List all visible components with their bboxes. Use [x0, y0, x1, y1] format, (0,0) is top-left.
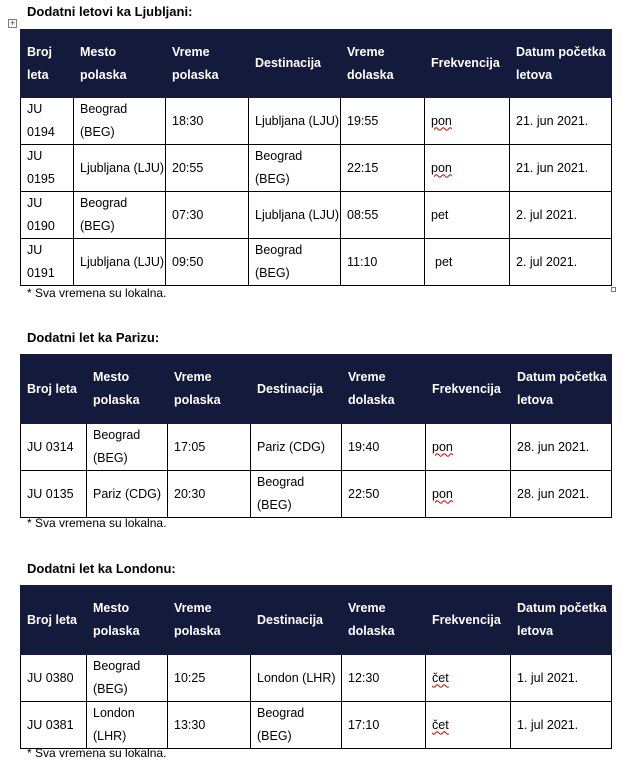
cell-arrival-time[interactable]: 08:55	[341, 192, 425, 239]
cell-start-date[interactable]: 2. jul 2021.	[510, 192, 612, 239]
cell-destination[interactable]: Beograd (BEG)	[249, 239, 341, 286]
section-title: Dodatni let ka Parizu:	[27, 330, 160, 345]
cell-arrival-time[interactable]: 17:10	[342, 702, 426, 749]
col-header-departure-time: Vreme polaska	[168, 355, 251, 424]
cell-departure-city[interactable]: Beograd (BEG)	[87, 424, 168, 471]
cell-start-date[interactable]: 21. jun 2021.	[510, 98, 612, 145]
cell-start-date[interactable]: 28. jun 2021.	[511, 424, 612, 471]
frequency-text: pon	[432, 439, 453, 454]
col-header-start-date: Datum početka letova	[511, 355, 612, 424]
col-header-departure-city: Mesto polaska	[87, 355, 168, 424]
table-row	[21, 424, 612, 471]
cell-departure-city[interactable]: Ljubljana (LJU)	[74, 145, 166, 192]
cell-departure-city[interactable]: Ljubljana (LJU)	[74, 239, 166, 286]
cell-departure-time[interactable]: 09:50	[166, 239, 249, 286]
table-row	[21, 239, 612, 286]
col-header-flight-number: Broj leta	[21, 30, 74, 98]
col-header-frequency: Frekvencija	[426, 355, 511, 424]
cell-flight-number[interactable]: JU 0380	[21, 655, 87, 702]
cell-destination[interactable]: Ljubljana (LJU)	[249, 192, 341, 239]
cell-departure-time[interactable]: 17:05	[168, 424, 251, 471]
col-header-start-date: Datum početka letova	[511, 586, 612, 655]
table-row	[21, 192, 612, 239]
cell-departure-city[interactable]: London (LHR)	[87, 702, 168, 749]
cell-arrival-time[interactable]: 19:40	[342, 424, 426, 471]
table-row	[21, 98, 612, 145]
table-header-row	[21, 30, 612, 98]
table-row	[21, 702, 612, 749]
cell-departure-city[interactable]: Pariz (CDG)	[87, 471, 168, 518]
cell-frequency[interactable]: pet	[425, 239, 510, 286]
cell-start-date[interactable]: 1. jul 2021.	[511, 702, 612, 749]
cell-flight-number[interactable]: JU 0135	[21, 471, 87, 518]
cell-start-date[interactable]: 28. jun 2021.	[511, 471, 612, 518]
cell-start-date[interactable]: 2. jul 2021.	[510, 239, 612, 286]
table-row	[21, 471, 612, 518]
table-resize-handle[interactable]	[611, 287, 616, 292]
col-header-departure-city: Mesto polaska	[74, 30, 166, 98]
cell-departure-time[interactable]: 13:30	[168, 702, 251, 749]
section-title: Dodatni letovi ka Ljubljani:	[27, 4, 193, 19]
cell-flight-number[interactable]: JU 0191	[21, 239, 74, 286]
cell-frequency[interactable]: pet	[425, 192, 510, 239]
col-header-frequency: Frekvencija	[425, 30, 510, 98]
cell-arrival-time[interactable]: 22:15	[341, 145, 425, 192]
cell-arrival-time[interactable]: 12:30	[342, 655, 426, 702]
cell-start-date[interactable]: 21. jun 2021.	[510, 145, 612, 192]
footnote	[27, 286, 166, 300]
cell-destination[interactable]: Ljubljana (LJU)	[249, 98, 341, 145]
flights-table	[20, 585, 612, 749]
table-move-handle-icon[interactable]: +	[9, 18, 16, 28]
col-header-flight-number: Broj leta	[21, 355, 87, 424]
footnote-text: * Sva vremena su lokalna.	[27, 516, 167, 530]
frequency-text: pon	[431, 160, 452, 175]
cell-destination[interactable]: Beograd (BEG)	[251, 471, 342, 518]
cell-flight-number[interactable]: JU 0190	[21, 192, 74, 239]
cell-flight-number[interactable]: JU 0195	[21, 145, 74, 192]
col-header-start-date: Datum početka letova	[510, 30, 612, 98]
frequency-text: čet	[432, 670, 449, 685]
cell-departure-city[interactable]: Beograd (BEG)	[87, 655, 168, 702]
cell-departure-time[interactable]: 20:55	[166, 145, 249, 192]
col-header-flight-number: Broj leta	[21, 586, 87, 655]
cell-arrival-time[interactable]: 19:55	[341, 98, 425, 145]
frequency-text: pon	[431, 113, 452, 128]
col-header-arrival-time: Vreme dolaska	[342, 355, 426, 424]
col-header-departure-city: Mesto polaska	[87, 586, 168, 655]
cell-departure-city[interactable]: Beograd (BEG)	[74, 192, 166, 239]
frequency-text: čet	[432, 717, 449, 732]
cell-frequency[interactable]	[425, 98, 510, 145]
cell-departure-time[interactable]: 10:25	[168, 655, 251, 702]
flights-table	[20, 29, 612, 286]
cell-departure-time[interactable]: 07:30	[166, 192, 249, 239]
footnote	[27, 746, 166, 760]
frequency-text: pon	[432, 486, 453, 501]
footnote	[27, 516, 166, 530]
col-header-destination: Destinacija	[249, 30, 341, 98]
cell-arrival-time[interactable]: 11:10	[341, 239, 425, 286]
table-header-row	[21, 355, 612, 424]
cell-arrival-time[interactable]: 22:50	[342, 471, 426, 518]
cell-flight-number[interactable]: JU 0314	[21, 424, 87, 471]
cell-frequency[interactable]	[426, 424, 511, 471]
col-header-frequency: Frekvencija	[426, 586, 511, 655]
cell-start-date[interactable]: 1. jul 2021.	[511, 655, 612, 702]
cell-destination[interactable]: Pariz (CDG)	[251, 424, 342, 471]
col-header-destination: Destinacija	[251, 586, 342, 655]
table-row	[21, 145, 612, 192]
flights-table	[20, 354, 612, 518]
col-header-arrival-time: Vreme dolaska	[342, 586, 426, 655]
col-header-arrival-time: Vreme dolaska	[341, 30, 425, 98]
col-header-destination: Destinacija	[251, 355, 342, 424]
table-row	[21, 655, 612, 702]
cell-frequency[interactable]	[426, 702, 511, 749]
col-header-departure-time: Vreme polaska	[166, 30, 249, 98]
cell-departure-time[interactable]: 20:30	[168, 471, 251, 518]
cell-frequency[interactable]	[425, 145, 510, 192]
footnote-text: * Sva vremena su lokalna.	[27, 286, 167, 300]
cell-destination[interactable]: Beograd (BEG)	[249, 145, 341, 192]
cell-departure-time[interactable]: 18:30	[166, 98, 249, 145]
cell-departure-city[interactable]: Beograd (BEG)	[74, 98, 166, 145]
footnote-text: * Sva vremena su lokalna.	[27, 746, 167, 760]
cell-frequency[interactable]	[426, 655, 511, 702]
cell-flight-number[interactable]: JU 0194	[21, 98, 74, 145]
cell-destination[interactable]: London (LHR)	[251, 655, 342, 702]
cell-destination[interactable]: Beograd (BEG)	[251, 702, 342, 749]
section-title: Dodatni let ka Londonu:	[27, 561, 176, 576]
col-header-departure-time: Vreme polaska	[168, 586, 251, 655]
cell-frequency[interactable]	[426, 471, 511, 518]
table-header-row	[21, 586, 612, 655]
cell-flight-number[interactable]: JU 0381	[21, 702, 87, 749]
